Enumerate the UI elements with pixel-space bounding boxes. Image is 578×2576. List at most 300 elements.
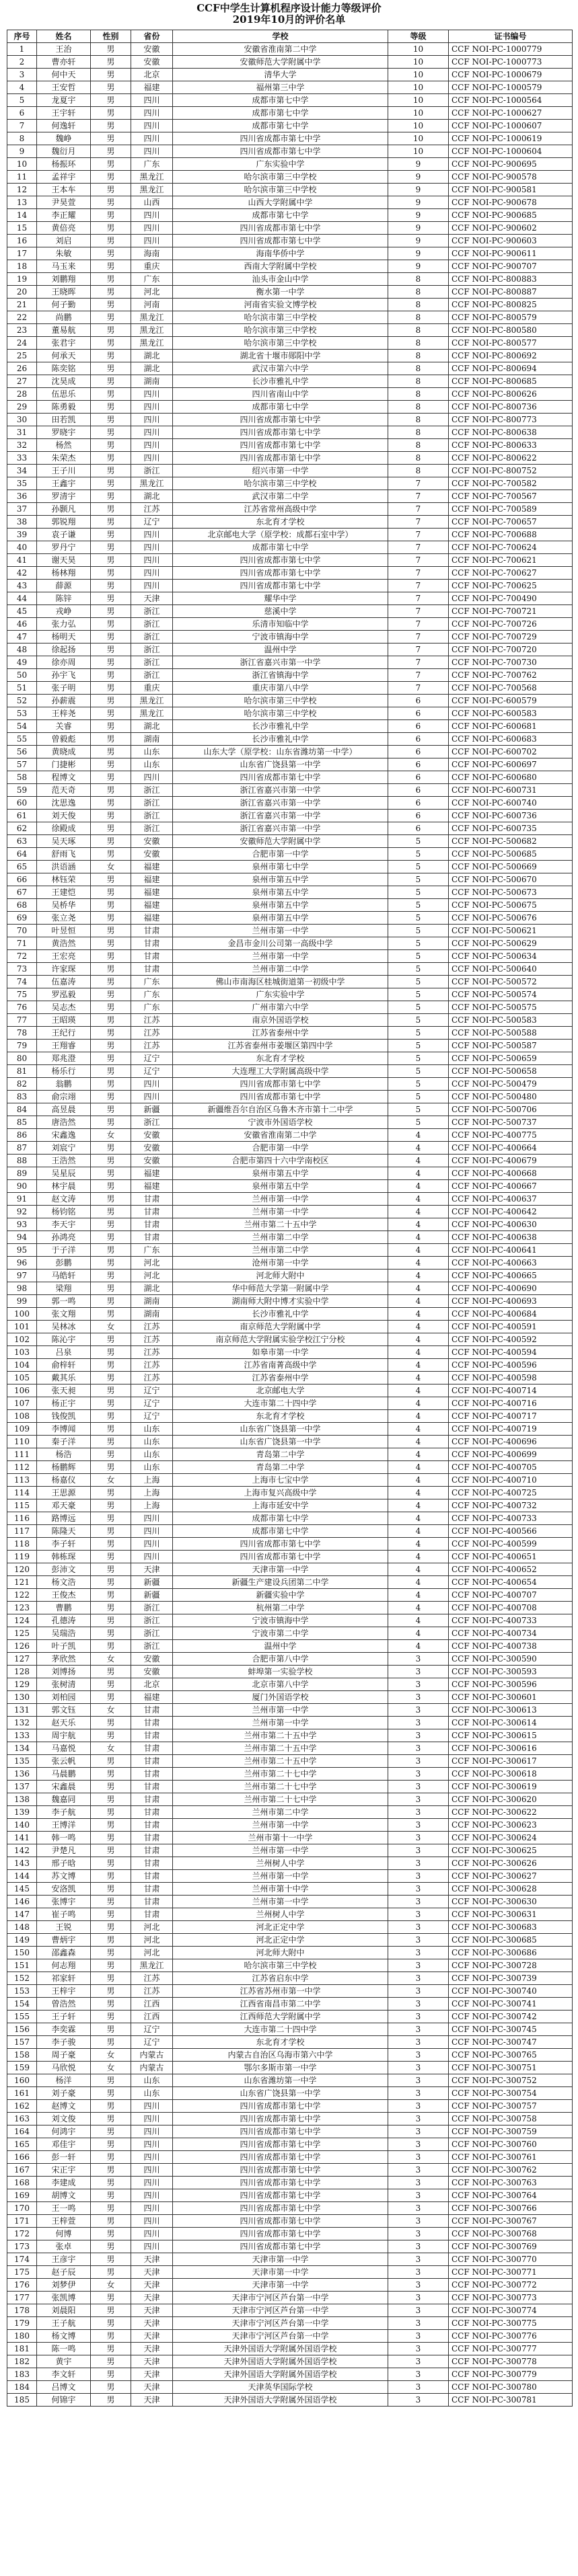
- cell-gender: 男: [91, 452, 131, 465]
- cell-number: 176: [7, 2279, 37, 2292]
- cell-name: 赵博文: [37, 2100, 91, 2113]
- cell-certificate: CCF NOI-PC-300765: [449, 2049, 573, 2062]
- cell-gender: 男: [91, 2125, 131, 2138]
- cell-certificate: CCF NOI-PC-300778: [449, 2355, 573, 2368]
- cell-province: 四川: [131, 771, 173, 784]
- cell-gender: 男: [91, 2164, 131, 2177]
- cell-school: 新疆实验中学: [173, 1589, 388, 1602]
- cell-name: 王锐: [37, 1921, 91, 1934]
- table-row: [7, 1653, 573, 1666]
- cell-gender: 男: [91, 209, 131, 222]
- cell-name: 曾毅彪: [37, 733, 91, 746]
- cell-gender: 男: [91, 707, 131, 720]
- cell-gender: 男: [91, 899, 131, 912]
- cell-name: 马晨鹏: [37, 1768, 91, 1781]
- cell-certificate: CCF NOI-PC-300625: [449, 1844, 573, 1857]
- cell-gender: 男: [91, 2202, 131, 2215]
- cell-number: 147: [7, 1908, 37, 1921]
- cell-level: 4: [388, 1602, 449, 1614]
- cell-level: 3: [388, 2177, 449, 2189]
- cell-name: 王建恺: [37, 886, 91, 899]
- table-row: [7, 1934, 573, 1947]
- cell-level: 3: [388, 2343, 449, 2355]
- cell-certificate: CCF NOI-PC-300593: [449, 1666, 573, 1678]
- cell-number: 96: [7, 1257, 37, 1270]
- cell-province: 四川: [131, 452, 173, 465]
- cell-level: 4: [388, 1397, 449, 1410]
- cell-province: 重庆: [131, 260, 173, 273]
- cell-province: 新疆: [131, 1103, 173, 1116]
- cell-level: 4: [388, 1525, 449, 1538]
- cell-certificate: CCF NOI-PC-300683: [449, 1921, 573, 1934]
- cell-school: 泉州市第五中学: [173, 873, 388, 886]
- table-row: [7, 184, 573, 196]
- cell-province: 海南: [131, 247, 173, 260]
- cell-name: 洪语涵: [37, 861, 91, 873]
- cell-province: 浙江: [131, 822, 173, 835]
- cell-school: 山东省广饶县第一中学: [173, 758, 388, 771]
- cell-gender: 男: [91, 1551, 131, 1563]
- cell-gender: 男: [91, 132, 131, 145]
- cell-name: 戎峥: [37, 605, 91, 618]
- cell-name: 崔子鸣: [37, 1908, 91, 1921]
- cell-name: 杨振环: [37, 158, 91, 171]
- cell-gender: 男: [91, 784, 131, 797]
- table-row: [7, 2011, 573, 2023]
- cell-name: 唐浩然: [37, 1116, 91, 1129]
- cell-school: 兰州市第一中学: [173, 925, 388, 937]
- cell-school: 四川省成都市第七中学: [173, 2228, 388, 2240]
- cell-school: 天津市第一中学: [173, 2279, 388, 2292]
- cell-school: 耀华中学: [173, 592, 388, 605]
- cell-gender: 男: [91, 580, 131, 592]
- cell-name: 王安哲: [37, 81, 91, 94]
- table-row: [7, 2240, 573, 2253]
- cell-level: 4: [388, 1257, 449, 1270]
- cell-certificate: CCF NOI-PC-300774: [449, 2304, 573, 2317]
- cell-gender: 男: [91, 1167, 131, 1180]
- cell-school: 四川省成都市第七中学: [173, 452, 388, 465]
- cell-school: 北京邮电大学: [173, 1384, 388, 1397]
- cell-name: 田若凯: [37, 414, 91, 426]
- table-row: [7, 2215, 573, 2228]
- cell-certificate: CCF NOI-PC-300615: [449, 1729, 573, 1742]
- cell-number: 166: [7, 2151, 37, 2164]
- cell-name: 龙夏宇: [37, 94, 91, 107]
- cell-certificate: CCF NOI-PC-400699: [449, 1448, 573, 1461]
- table-row: [7, 490, 573, 503]
- cell-name: 李奕霖: [37, 2023, 91, 2036]
- table-row: [7, 299, 573, 311]
- table-row: [7, 107, 573, 120]
- cell-name: 徐亦周: [37, 656, 91, 669]
- table-row: [7, 771, 573, 784]
- cell-number: 149: [7, 1934, 37, 1947]
- cell-certificate: CCF NOI-PC-300624: [449, 1832, 573, 1844]
- cell-province: 四川: [131, 414, 173, 426]
- cell-name: 李正耀: [37, 209, 91, 222]
- table-row: [7, 1844, 573, 1857]
- cell-level: 3: [388, 2023, 449, 2036]
- cell-province: 黑龙江: [131, 707, 173, 720]
- cell-name: 吴桥华: [37, 899, 91, 912]
- cell-gender: 男: [91, 362, 131, 375]
- cell-number: 95: [7, 1244, 37, 1257]
- cell-level: 3: [388, 2189, 449, 2202]
- cell-gender: 男: [91, 746, 131, 758]
- cell-name: 王浩然: [37, 1155, 91, 1167]
- cell-level: 3: [388, 2036, 449, 2049]
- cell-school: 成都市第七中学: [173, 94, 388, 107]
- cell-name: 李天宇: [37, 1218, 91, 1231]
- cell-certificate: CCF NOI-PC-1000679: [449, 69, 573, 81]
- cell-province: 黑龙江: [131, 337, 173, 350]
- cell-level: 3: [388, 2368, 449, 2381]
- cell-certificate: CCF NOI-PC-800622: [449, 452, 573, 465]
- cell-number: 90: [7, 1180, 37, 1193]
- cell-level: 7: [388, 567, 449, 580]
- cell-level: 3: [388, 1691, 449, 1704]
- cell-name: 王昭瑛: [37, 1014, 91, 1027]
- table-row: [7, 1308, 573, 1321]
- cell-certificate: CCF NOI-PC-300740: [449, 1985, 573, 1998]
- cell-level: 3: [388, 2087, 449, 2100]
- cell-province: 山西: [131, 196, 173, 209]
- cell-school: 安徽师范大学附属中学: [173, 835, 388, 848]
- cell-certificate: CCF NOI-PC-300623: [449, 1819, 573, 1832]
- cell-gender: 男: [91, 1806, 131, 1819]
- cell-name: 祁家轩: [37, 1972, 91, 1985]
- cell-certificate: CCF NOI-PC-300627: [449, 1870, 573, 1883]
- table-row: [7, 145, 573, 158]
- cell-level: 4: [388, 1640, 449, 1653]
- cell-province: 江苏: [131, 1321, 173, 1333]
- cell-number: 159: [7, 2062, 37, 2074]
- cell-name: 沈思逸: [37, 797, 91, 810]
- cell-school: 成都市第七中学: [173, 1512, 388, 1525]
- cell-gender: 男: [91, 1499, 131, 1512]
- cell-certificate: CCF NOI-PC-300617: [449, 1755, 573, 1768]
- cell-certificate: CCF NOI-PC-300739: [449, 1972, 573, 1985]
- cell-level: 5: [388, 988, 449, 1001]
- cell-certificate: CCF NOI-PC-800638: [449, 426, 573, 439]
- table-row: [7, 2087, 573, 2100]
- cell-name: 胡博文: [37, 2189, 91, 2202]
- cell-level: 3: [388, 2164, 449, 2177]
- cell-province: 山东: [131, 2074, 173, 2087]
- cell-name: 孟祥宇: [37, 171, 91, 184]
- cell-school: 四川省南山中学: [173, 388, 388, 401]
- cell-province: 福建: [131, 1167, 173, 1180]
- cell-name: 郭一鸣: [37, 1295, 91, 1308]
- table-row: [7, 937, 573, 950]
- cell-number: 76: [7, 1001, 37, 1014]
- cell-province: 安徽: [131, 1653, 173, 1666]
- cell-number: 97: [7, 1270, 37, 1282]
- cell-name: 吴林冰: [37, 1321, 91, 1333]
- cell-gender: 男: [91, 758, 131, 771]
- table-row: [7, 1717, 573, 1729]
- cell-certificate: CCF NOI-PC-300763: [449, 2177, 573, 2189]
- cell-level: 3: [388, 1896, 449, 1908]
- cell-level: 10: [388, 132, 449, 145]
- cell-number: 20: [7, 286, 37, 299]
- cell-school: 新疆生产建设兵团第二中学: [173, 1576, 388, 1589]
- cell-school: 北京市第八中学: [173, 1678, 388, 1691]
- cell-level: 8: [388, 286, 449, 299]
- cell-gender: 男: [91, 1091, 131, 1103]
- cell-province: 山东: [131, 1461, 173, 1474]
- cell-level: 7: [388, 631, 449, 643]
- cell-gender: 男: [91, 2317, 131, 2330]
- cell-certificate: CCF NOI-PC-300751: [449, 2062, 573, 2074]
- cell-province: 广东: [131, 273, 173, 286]
- cell-certificate: CCF NOI-PC-400716: [449, 1397, 573, 1410]
- cell-gender: 男: [91, 1180, 131, 1193]
- cell-level: 4: [388, 1410, 449, 1423]
- cell-level: 4: [388, 1180, 449, 1193]
- cell-school: 鄂尔多斯市第一中学: [173, 2062, 388, 2074]
- table-row: [7, 1282, 573, 1295]
- table-row: [7, 235, 573, 247]
- cell-school: 沧州市第一中学: [173, 1257, 388, 1270]
- cell-name: 李建成: [37, 2177, 91, 2189]
- cell-level: 7: [388, 656, 449, 669]
- cell-level: 3: [388, 2381, 449, 2394]
- cell-name: 伍思乐: [37, 388, 91, 401]
- cell-name: 梁翔: [37, 1282, 91, 1295]
- cell-gender: 男: [91, 937, 131, 950]
- cell-name: 于子洋: [37, 1244, 91, 1257]
- table-row: [7, 1423, 573, 1436]
- cell-level: 4: [388, 1359, 449, 1372]
- table-row: [7, 1806, 573, 1819]
- cell-level: 3: [388, 2100, 449, 2113]
- cell-gender: 男: [91, 2087, 131, 2100]
- table-row: [7, 477, 573, 490]
- cell-school: 新疆维吾尔自治区乌鲁木齐市第十二中学: [173, 1103, 388, 1116]
- cell-province: 甘肃: [131, 1755, 173, 1768]
- cell-certificate: CCF NOI-PC-900581: [449, 184, 573, 196]
- cell-number: 102: [7, 1333, 37, 1346]
- cell-school: 兰州市第十中学: [173, 1883, 388, 1896]
- cell-level: 10: [388, 120, 449, 132]
- cell-certificate: CCF NOI-PC-500621: [449, 925, 573, 937]
- cell-certificate: CCF NOI-PC-800752: [449, 465, 573, 477]
- cell-level: 5: [388, 912, 449, 925]
- cell-province: 安徽: [131, 835, 173, 848]
- title-block: [0, 0, 578, 30]
- cell-province: 浙江: [131, 797, 173, 810]
- cell-province: 浙江: [131, 656, 173, 669]
- cell-province: 上海: [131, 1474, 173, 1487]
- cell-school: 安徽省淮南第二中学: [173, 1129, 388, 1142]
- table-row: [7, 1857, 573, 1870]
- cell-level: 10: [388, 145, 449, 158]
- cell-gender: 男: [91, 1397, 131, 1410]
- cell-gender: 男: [91, 350, 131, 362]
- cell-gender: 男: [91, 1461, 131, 1474]
- cell-level: 9: [388, 209, 449, 222]
- cell-gender: 男: [91, 1052, 131, 1065]
- table-row: [7, 1091, 573, 1103]
- cell-gender: 女: [91, 2062, 131, 2074]
- table-row: [7, 797, 573, 810]
- cell-province: 四川: [131, 2151, 173, 2164]
- cell-number: 127: [7, 1653, 37, 1666]
- cell-number: 100: [7, 1308, 37, 1321]
- cell-gender: 男: [91, 2074, 131, 2087]
- cell-name: 张天昶: [37, 1384, 91, 1397]
- cell-province: 四川: [131, 235, 173, 247]
- cell-certificate: CCF NOI-PC-900611: [449, 247, 573, 260]
- cell-school: 杭州第二中学: [173, 1602, 388, 1614]
- cell-certificate: CCF NOI-PC-300754: [449, 2087, 573, 2100]
- cell-number: 171: [7, 2215, 37, 2228]
- cell-province: 江苏: [131, 1985, 173, 1998]
- cell-level: 4: [388, 1627, 449, 1640]
- cell-level: 3: [388, 1717, 449, 1729]
- cell-level: 8: [388, 388, 449, 401]
- cell-number: 57: [7, 758, 37, 771]
- cell-certificate: CCF NOI-PC-400667: [449, 1180, 573, 1193]
- cell-school: 浙江省嘉兴市第一中学: [173, 784, 388, 797]
- table-row: [7, 375, 573, 388]
- cell-number: 183: [7, 2368, 37, 2381]
- cell-school: 宁波市镇海中学: [173, 631, 388, 643]
- cell-name: 韩栋琛: [37, 1551, 91, 1563]
- cell-certificate: CCF NOI-PC-300777: [449, 2343, 573, 2355]
- cell-province: 四川: [131, 580, 173, 592]
- cell-level: 4: [388, 1295, 449, 1308]
- cell-school: 衡水第一中学: [173, 286, 388, 299]
- cell-school: 兰州市第一中学: [173, 1896, 388, 1908]
- cell-number: 2: [7, 56, 37, 69]
- cell-name: 韩一鸣: [37, 1832, 91, 1844]
- cell-certificate: CCF NOI-PC-400775: [449, 1129, 573, 1142]
- cell-number: 48: [7, 643, 37, 656]
- cell-school: 乐清市知临中学: [173, 618, 388, 631]
- table-row: [7, 1333, 573, 1346]
- cell-name: 郑兆澄: [37, 1052, 91, 1065]
- cell-name: 罗泓毅: [37, 988, 91, 1001]
- cell-school: 温州中学: [173, 1640, 388, 1653]
- cell-school: 天津外国语大学附属外国语学校: [173, 2355, 388, 2368]
- cell-gender: 男: [91, 1410, 131, 1423]
- cell-certificate: CCF NOI-PC-800577: [449, 337, 573, 350]
- cell-name: 黄晓成: [37, 746, 91, 758]
- cell-level: 8: [388, 324, 449, 337]
- cell-gender: 女: [91, 861, 131, 873]
- cell-number: 12: [7, 184, 37, 196]
- cell-province: 江苏: [131, 1972, 173, 1985]
- cell-name: 何承天: [37, 350, 91, 362]
- cell-number: 98: [7, 1282, 37, 1295]
- cell-certificate: CCF NOI-PC-300776: [449, 2330, 573, 2343]
- cell-name: 曹鹏: [37, 1602, 91, 1614]
- cell-level: 7: [388, 682, 449, 695]
- cell-province: 广东: [131, 988, 173, 1001]
- cell-school: 宁波市第二中学: [173, 1627, 388, 1640]
- cell-province: 湖北: [131, 350, 173, 362]
- cell-name: 秦子洋: [37, 1436, 91, 1448]
- cell-level: 3: [388, 2011, 449, 2023]
- table-row: [7, 746, 573, 758]
- cell-school: 东北育才学校: [173, 516, 388, 529]
- cell-level: 8: [388, 375, 449, 388]
- cell-name: 孙薪震: [37, 695, 91, 707]
- cell-certificate: CCF NOI-PC-700720: [449, 643, 573, 656]
- cell-certificate: CCF NOI-PC-400679: [449, 1155, 573, 1167]
- cell-certificate: CCF NOI-PC-500682: [449, 835, 573, 848]
- cell-certificate: CCF NOI-PC-600680: [449, 771, 573, 784]
- cell-school: 如皋市第一中学: [173, 1346, 388, 1359]
- cell-level: 6: [388, 695, 449, 707]
- table-row: [7, 1819, 573, 1832]
- cell-school: 四川省成都市第七中学: [173, 2100, 388, 2113]
- cell-level: 3: [388, 2330, 449, 2343]
- cell-school: 合肥市第一中学: [173, 1142, 388, 1155]
- cell-school: 兰州市第十一中学: [173, 1832, 388, 1844]
- cell-certificate: CCF NOI-PC-300771: [449, 2266, 573, 2279]
- cell-province: 浙江: [131, 465, 173, 477]
- cell-level: 5: [388, 1001, 449, 1014]
- table-row: [7, 1014, 573, 1027]
- header-gender: 性别: [91, 30, 131, 43]
- cell-number: 53: [7, 707, 37, 720]
- cell-school: 兰州市第二中学: [173, 1244, 388, 1257]
- table-row: [7, 120, 573, 132]
- cell-province: 四川: [131, 132, 173, 145]
- cell-province: 河北: [131, 286, 173, 299]
- table-row: [7, 886, 573, 899]
- cell-name: 王梓萱: [37, 2215, 91, 2228]
- table-row: [7, 2189, 573, 2202]
- cell-school: 大连市第二十四中学: [173, 2023, 388, 2036]
- cell-name: 谢天昊: [37, 554, 91, 567]
- cell-number: 122: [7, 1589, 37, 1602]
- cell-certificate: CCF NOI-PC-400652: [449, 1563, 573, 1576]
- cell-province: 浙江: [131, 784, 173, 797]
- cell-gender: 男: [91, 1193, 131, 1206]
- cell-gender: 男: [91, 1525, 131, 1538]
- cell-province: 辽宁: [131, 1410, 173, 1423]
- cell-name: 张子明: [37, 682, 91, 695]
- cell-school: 广东实验中学: [173, 158, 388, 171]
- cell-school: 成都市第七中学: [173, 541, 388, 554]
- cell-number: 99: [7, 1295, 37, 1308]
- cell-gender: 男: [91, 477, 131, 490]
- cell-level: 8: [388, 350, 449, 362]
- cell-level: 4: [388, 1346, 449, 1359]
- cell-certificate: CCF NOI-PC-700582: [449, 477, 573, 490]
- cell-certificate: CCF NOI-PC-1000564: [449, 94, 573, 107]
- table-row: [7, 873, 573, 886]
- cell-gender: 男: [91, 1244, 131, 1257]
- cell-name: 张博宇: [37, 1896, 91, 1908]
- cell-school: 山东大学（原学校：山东省潍坊第一中学）: [173, 746, 388, 758]
- cell-level: 5: [388, 899, 449, 912]
- cell-number: 5: [7, 94, 37, 107]
- cell-name: 彭沛文: [37, 1563, 91, 1576]
- cell-gender: 男: [91, 273, 131, 286]
- cell-name: 彭一轩: [37, 2151, 91, 2164]
- table-row: [7, 733, 573, 746]
- cell-province: 四川: [131, 222, 173, 235]
- cell-gender: 男: [91, 1934, 131, 1947]
- cell-name: 刘柏园: [37, 1691, 91, 1704]
- cell-certificate: CCF NOI-PC-400705: [449, 1461, 573, 1474]
